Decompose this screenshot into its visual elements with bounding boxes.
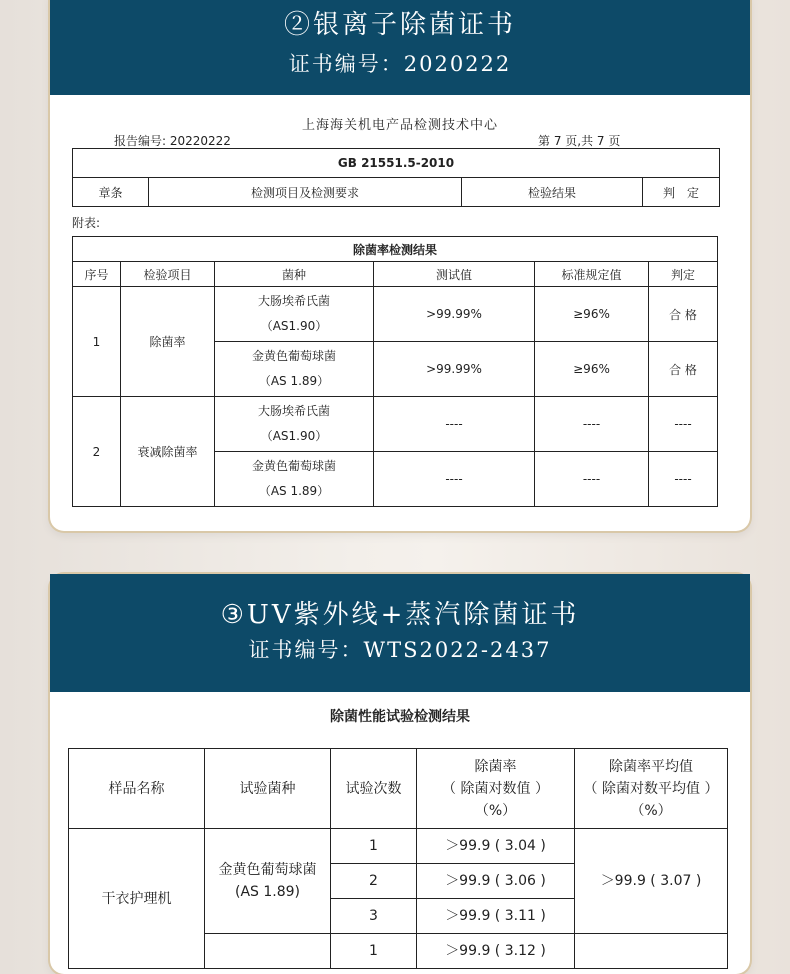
standard-table (72, 148, 720, 207)
col-header-average (575, 749, 728, 829)
banner (50, 0, 750, 95)
banner-title: ②银离子除菌证书 (283, 10, 516, 40)
rate-sub-label: （ 除菌对数值 ） (442, 780, 549, 797)
page-indicator: 第 7 页,共 7 页 (538, 134, 621, 148)
table-row (73, 397, 718, 452)
rate-label: 除菌率 (474, 758, 517, 775)
certificate-card-silver-ion (50, 0, 750, 531)
trial-value: ＞99.9 ( 3.12 ) (417, 934, 575, 969)
trial-number: 1 (331, 829, 417, 864)
testing-organization: 上海海关机电产品检测技术中心 (301, 118, 498, 133)
standard-value: ---- (535, 452, 649, 507)
col-header-rate (417, 749, 575, 829)
strain-code: （AS 1.89） (258, 484, 330, 498)
col-header-standard: 标准规定值 (535, 262, 649, 287)
standard-value: ≥96% (535, 342, 649, 397)
rate-unit: （%） (474, 802, 517, 819)
row-item: 除菌率 (121, 287, 215, 397)
verdict: ---- (649, 452, 718, 507)
strain-name: 金黄色葡萄球菌 (218, 862, 317, 878)
verdict: 合 格 (649, 342, 718, 397)
certificate-number: 证书编号：2020222 (288, 52, 512, 76)
trial-value: ＞99.9 ( 3.06 ) (417, 864, 575, 899)
strain-cell (215, 287, 374, 342)
row-item: 衰减除菌率 (121, 397, 215, 507)
std-header-items: 检测项目及检测要求 (149, 178, 462, 207)
table-row (73, 287, 718, 342)
strain-cell (205, 829, 331, 934)
strain-name: 金黄色葡萄球菌 (251, 349, 336, 363)
strain-code: （AS1.90） (260, 319, 328, 333)
verdict: 合 格 (649, 287, 718, 342)
sample-name: 干衣护理机 (69, 829, 205, 969)
row-no: 2 (73, 397, 121, 507)
trial-number: 2 (331, 864, 417, 899)
std-header-result: 检验结果 (462, 178, 643, 207)
col-header-strain: 试验菌种 (205, 749, 331, 829)
certificate-card-uv-steam (50, 574, 750, 974)
average-value-next (575, 934, 728, 969)
banner (50, 574, 750, 692)
std-header-clause: 章条 (73, 178, 149, 207)
strain-code: (AS 1.89) (234, 884, 300, 900)
strain-name: 大肠埃希氏菌 (257, 294, 330, 308)
strain-cell (215, 342, 374, 397)
average-value: ＞99.9 ( 3.07 ) (575, 829, 728, 934)
report-number: 报告编号: 20220222 (114, 134, 231, 148)
standard-value: ≥96% (535, 287, 649, 342)
sterilization-result-table (72, 236, 718, 507)
col-header-value: 测试值 (374, 262, 535, 287)
test-value: >99.99% (374, 287, 535, 342)
col-header-item: 检验项目 (121, 262, 215, 287)
banner-title: ③UV紫外线+蒸汽除菌证书 (220, 600, 580, 630)
test-value: >99.99% (374, 342, 535, 397)
test-value: ---- (374, 397, 535, 452)
row-no: 1 (73, 287, 121, 397)
strain-cell (215, 452, 374, 507)
appendix-label: 附表: (72, 216, 101, 230)
avg-label: 除菌率平均值 (609, 758, 693, 775)
result-table-title: 除菌率检测结果 (73, 237, 718, 262)
trial-number: 3 (331, 899, 417, 934)
strain-cell-next (205, 934, 331, 969)
col-header-times: 试验次数 (331, 749, 417, 829)
sterilization-performance-table (68, 748, 728, 969)
test-value: ---- (374, 452, 535, 507)
table-row (69, 829, 728, 864)
col-header-strain: 菌种 (215, 262, 374, 287)
col-header-verdict: 判定 (649, 262, 718, 287)
avg-unit: （%） (630, 802, 672, 819)
trial-value: ＞99.9 ( 3.04 ) (417, 829, 575, 864)
strain-code: （AS1.90） (260, 429, 328, 443)
certificate-number: 证书编号：WTS2022-2437 (248, 638, 552, 662)
col-header-no: 序号 (73, 262, 121, 287)
trial-value: ＞99.9 ( 3.11 ) (417, 899, 575, 934)
strain-name: 大肠埃希氏菌 (257, 404, 330, 418)
strain-name: 金黄色葡萄球菌 (251, 459, 336, 473)
std-header-verdict: 判 定 (643, 178, 720, 207)
avg-sub-label: （ 除菌对数平均值 ） (583, 780, 719, 797)
strain-code: （AS 1.89） (258, 374, 330, 388)
trial-number: 1 (331, 934, 417, 969)
standard-value: ---- (535, 397, 649, 452)
strain-cell (215, 397, 374, 452)
table-title: 除菌性能试验检测结果 (330, 709, 470, 725)
standard-code: GB 21551.5-2010 (73, 149, 720, 178)
verdict: ---- (649, 397, 718, 452)
col-header-sample: 样品名称 (69, 749, 205, 829)
